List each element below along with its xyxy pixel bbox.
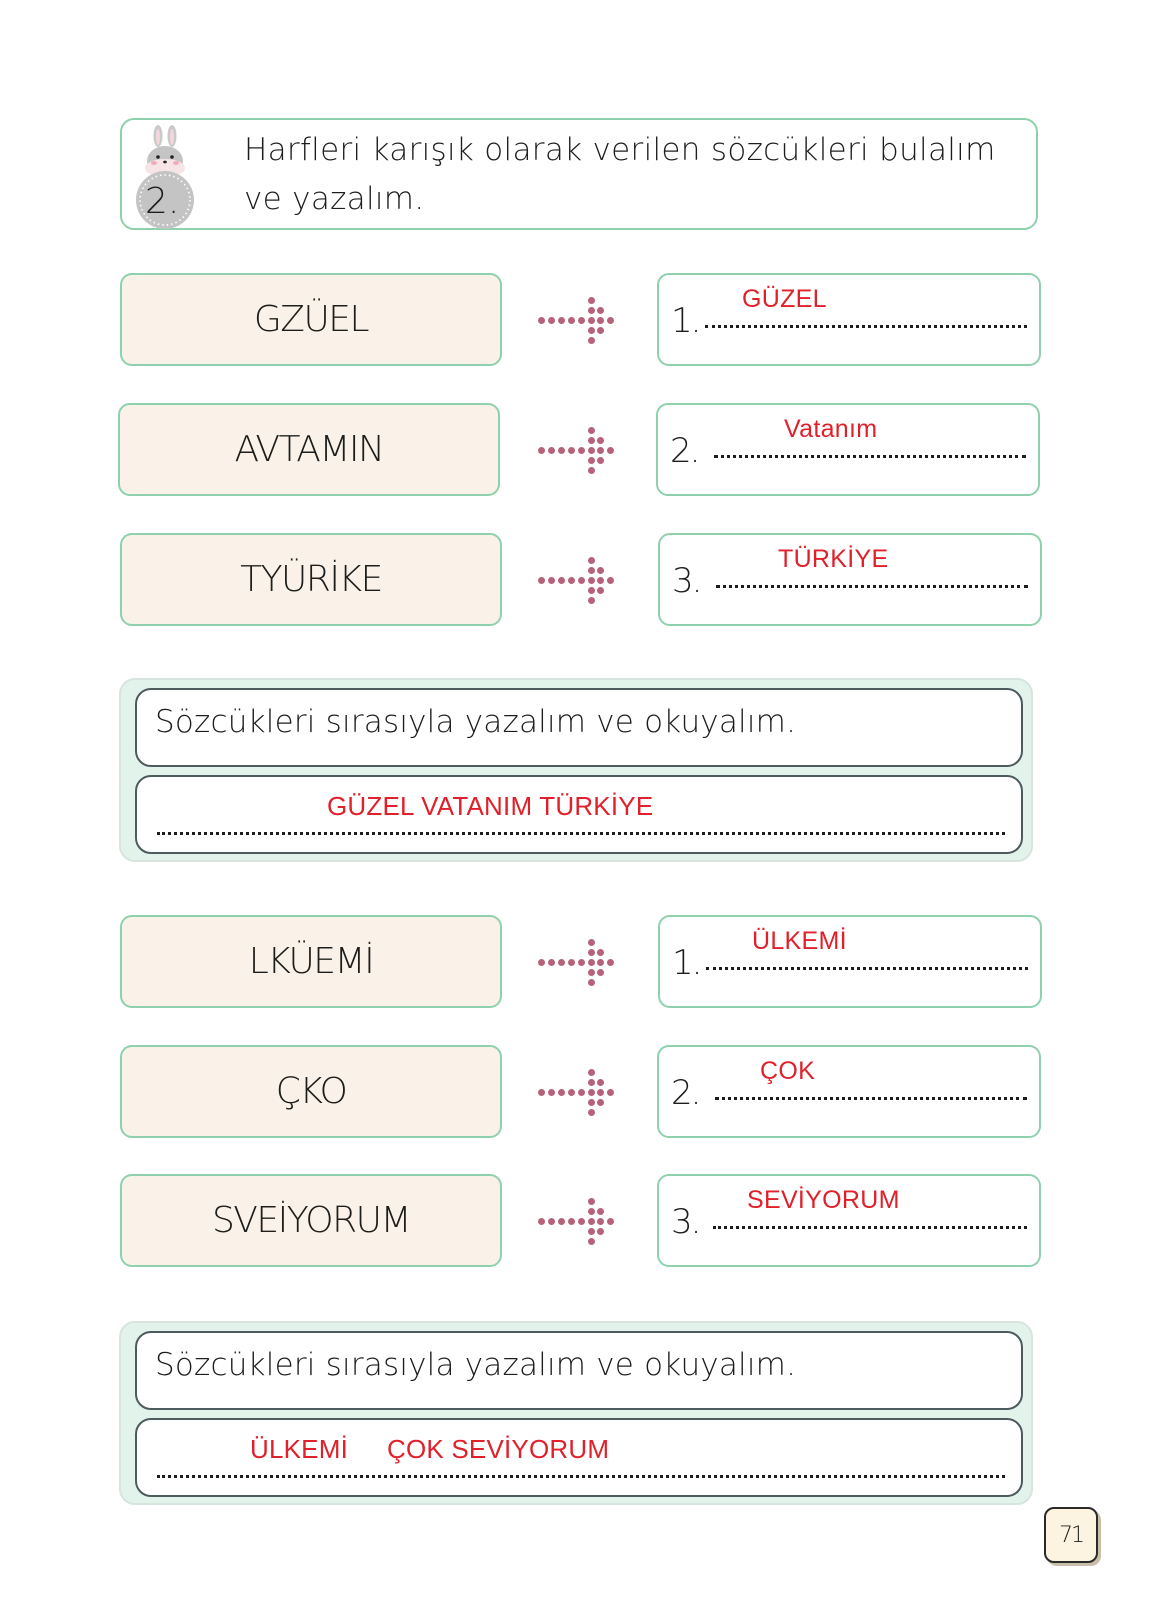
answer-number: 2. (671, 1073, 700, 1113)
answer-text[interactable]: GÜZEL (742, 285, 827, 313)
answer-text[interactable]: Vatanım (784, 415, 878, 443)
summary-panel-1 (119, 678, 1033, 862)
dotted-line (706, 967, 1028, 970)
dotted-arrow-icon (538, 1191, 614, 1251)
summary-instruction: Sözcükleri sırasıyla yazalım ve okuyalım. (155, 704, 797, 740)
answer-box-1[interactable] (657, 273, 1041, 366)
scrambled-word-1: GZÜEL (120, 273, 502, 366)
answer-number: 3. (672, 561, 701, 601)
summary-instruction-box (135, 688, 1023, 767)
answer-box-6[interactable] (657, 1174, 1041, 1267)
dotted-line (714, 455, 1026, 458)
summary-answer-text[interactable]: GÜZEL VATANIM TÜRKİYE (327, 791, 654, 821)
summary-instruction-box (135, 1331, 1023, 1410)
dotted-line (157, 832, 1005, 835)
dotted-arrow-icon (538, 932, 614, 992)
answer-number: 2. (670, 431, 699, 471)
dotted-arrow-icon (538, 420, 614, 480)
answer-number: 1. (671, 301, 700, 341)
answer-box-5[interactable] (657, 1045, 1041, 1138)
summary-panel-2 (119, 1321, 1033, 1505)
answer-text[interactable]: ÜLKEMİ (752, 927, 847, 955)
dotted-line (716, 585, 1028, 588)
scrambled-word-3: TYÜRİKE (120, 533, 502, 626)
page-number: 71 (1044, 1507, 1098, 1563)
answer-number: 1. (672, 943, 701, 983)
answer-box-4[interactable] (658, 915, 1042, 1008)
answer-box-3[interactable] (658, 533, 1042, 626)
answer-box-2[interactable] (656, 403, 1040, 496)
scrambled-word-5: ÇKO (120, 1045, 502, 1138)
summary-answer-part2[interactable]: ÇOK SEVİYORUM (387, 1434, 610, 1464)
summary-instruction: Sözcükleri sırasıyla yazalım ve okuyalım. (155, 1347, 797, 1383)
dotted-arrow-icon (538, 1062, 614, 1122)
dotted-line (705, 325, 1027, 328)
answer-text[interactable]: SEVİYORUM (747, 1186, 900, 1214)
answer-text[interactable]: TÜRKİYE (778, 545, 889, 573)
dotted-line (713, 1226, 1027, 1229)
scrambled-word-4: LKÜEMİ (120, 915, 502, 1008)
summary-answer-box[interactable] (135, 1418, 1023, 1497)
dotted-arrow-icon (538, 550, 614, 610)
dotted-arrow-icon (538, 290, 614, 350)
summary-answer-box[interactable] (135, 775, 1023, 854)
summary-answer-part1[interactable]: ÜLKEMİ (250, 1434, 349, 1464)
dotted-line (715, 1097, 1027, 1100)
scrambled-word-6: SVEİYORUM (120, 1174, 502, 1267)
instruction-text: Harfleri karışık olarak verilen sözcükleri bulalım ve yazalım. (244, 132, 996, 217)
dotted-line (157, 1475, 1005, 1478)
exercise-number-badge (136, 124, 194, 232)
answer-number: 3. (671, 1202, 700, 1242)
scrambled-word-2: AVTAMIN (118, 403, 500, 496)
answer-text[interactable]: ÇOK (760, 1057, 816, 1085)
exercise-number: 2. (145, 181, 180, 222)
